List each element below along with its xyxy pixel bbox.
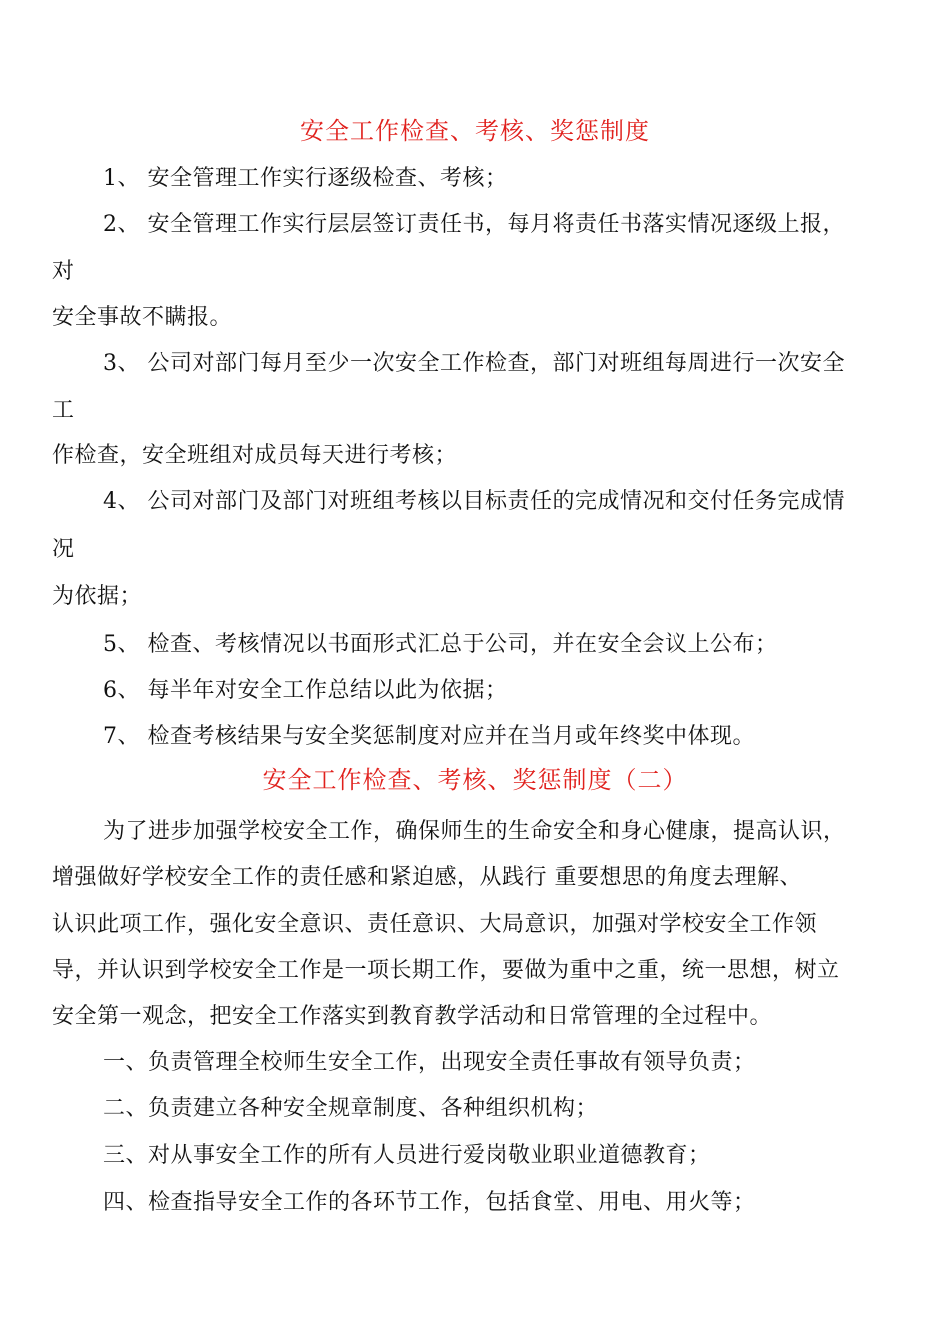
duty-item-2: 二、负责建立各种安全规章制度、各种组织机构； xyxy=(103,1096,599,1121)
paragraph-line-1: 为了进步加强学校安全工作，确保师生的生命安全和身心健康，提高认识， xyxy=(103,819,846,844)
rule-item-3-wrap: 工 xyxy=(52,398,75,423)
rule-item-7: 7、 检查考核结果与安全奖惩制度对应并在当月或年终奖中体现。 xyxy=(103,724,755,749)
rule-item-2-wrap: 对 xyxy=(52,259,75,284)
rule-item-3: 3、 公司对部门每月至少一次安全工作检查，部门对班组每周进行一次安全 xyxy=(103,351,845,376)
rule-item-1: 1、 安全管理工作实行逐级检查、考核； xyxy=(103,166,508,191)
rule-item-5: 5、 检查、考核情况以书面形式汇总于公司，并在安全会议上公布； xyxy=(103,632,778,657)
rule-item-4: 4、 公司对部门及部门对班组考核以目标责任的完成情况和交付任务完成情 xyxy=(103,489,845,514)
rule-item-4-cont: 为依据； xyxy=(52,584,143,609)
paragraph-line-3: 认识此项工作，强化安全意识、责任意识、大局意识，加强对学校安全工作领 xyxy=(52,912,818,937)
rule-item-6: 6、 每半年对安全工作总结以此为依据； xyxy=(103,678,508,703)
section-title-2: 安全工作检查、考核、奖惩制度（二） xyxy=(262,766,688,794)
rule-item-3-cont: 作检查，安全班组对成员每天进行考核； xyxy=(52,443,458,468)
duty-item-4: 四、检查指导安全工作的各环节工作，包括食堂、用电、用火等； xyxy=(103,1190,756,1215)
paragraph-line-5: 安全第一观念，把安全工作落实到教育教学活动和日常管理的全过程中。 xyxy=(52,1004,773,1029)
section-title-1: 安全工作检查、考核、奖惩制度 xyxy=(300,117,650,145)
rule-item-4-wrap: 况 xyxy=(52,537,75,562)
duty-item-3: 三、对从事安全工作的所有人员进行爱岗敬业职业道德教育； xyxy=(103,1143,711,1168)
paragraph-line-4: 导，并认识到学校安全工作是一项长期工作，要做为重中之重，统一思想，树立 xyxy=(52,958,840,983)
duty-item-1: 一、负责管理全校师生安全工作，出现安全责任事故有领导负责； xyxy=(103,1050,756,1075)
paragraph-line-2: 增强做好学校安全工作的责任感和紧迫感，从践行 重要想思的角度去理解、 xyxy=(52,865,802,890)
rule-item-2: 2、 安全管理工作实行层层签订责任书，每月将责任书落实情况逐级上报， xyxy=(103,212,845,237)
rule-item-2-cont: 安全事故不瞒报。 xyxy=(52,305,233,330)
